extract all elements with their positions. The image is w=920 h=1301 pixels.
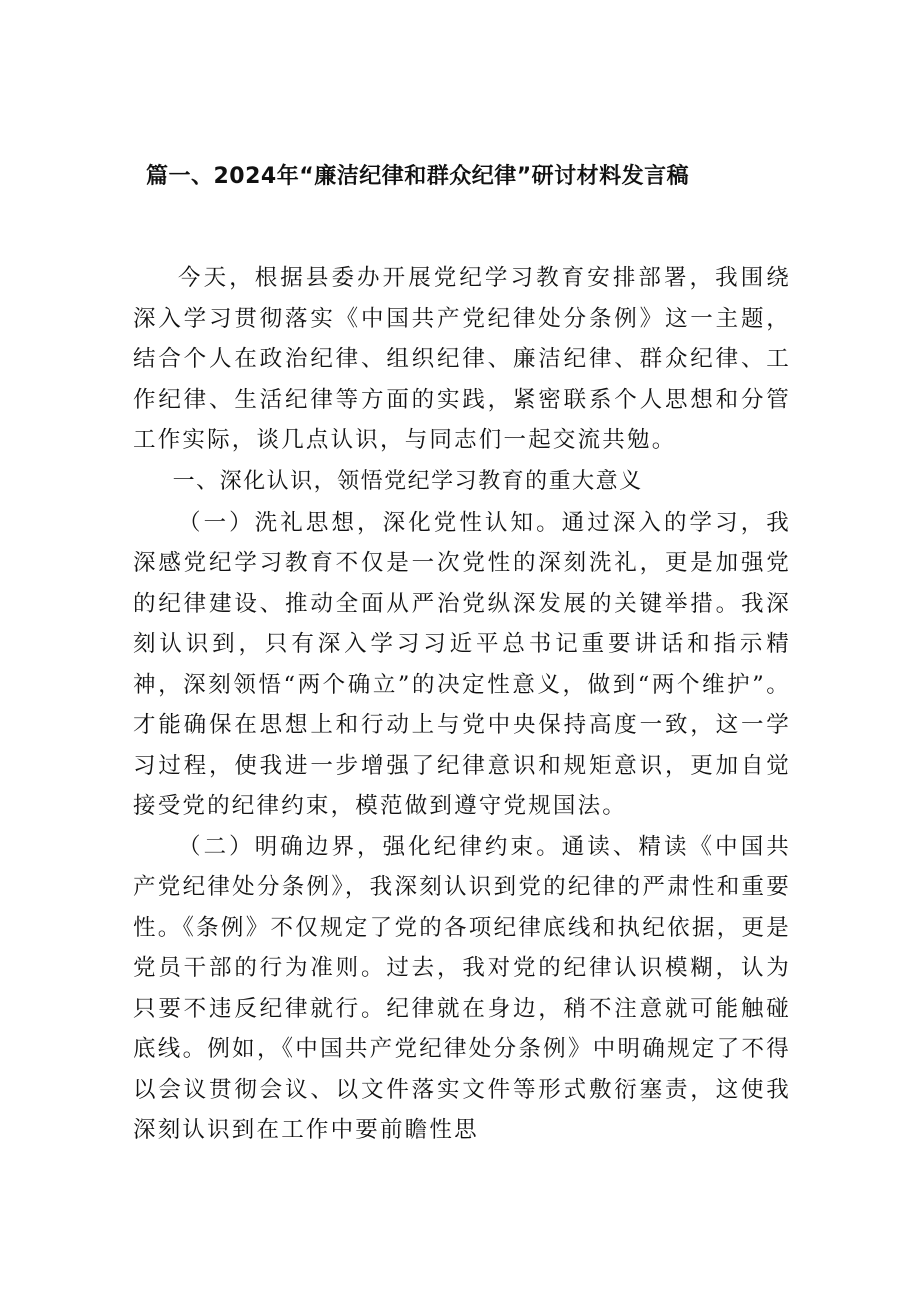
body-paragraph: （一）洗礼思想，深化党性认知。通过深入的学习，我深感党纪学习教育不仅是一次党性的深刻洗礼，更是加强党的纪律建设、推动全面从严治党纵深发展的关键举措。我深刻认识到，只有深入学习习近平总书记重要讲话和指示精神，深刻领悟“两个确立”的决定性意义，做到“两个维护”。才能确保在思想上和行动上与党中央保持高度一致，这一学习过程，使我进一步增强了纪律意识和规矩意识，更加自觉接受党的纪律约束，模范做到遵守党规国法。: [133, 509, 791, 819]
section-heading: 一、深化认识，领悟党纪学习教育的重大意义: [172, 468, 643, 494]
intro-paragraph: 今天，根据县委办开展党纪学习教育安排部署，我围绕深入学习贯彻落实《中国共产党纪律处分条例》这一主题，结合个人在政治纪律、组织纪律、廉洁纪律、群众纪律、工作纪律、生活纪律等方面的实践，紧密联系个人思想和分管工作实际，谈几点认识，与同志们一起交流共勉。: [133, 265, 791, 453]
document-body: [133, 258, 791, 1151]
document-title: 篇一、2024年“廉洁纪律和群众纪律”研讨材料发言稿: [146, 164, 690, 189]
body-paragraph: （二）明确边界，强化纪律约束。通读、精读《中国共产党纪律处分条例》，我深刻认识到党的纪律的严肃性和重要性。《条例》不仅规定了党的各项纪律底线和执纪依据，更是党员干部的行为准则。过去，我对党的纪律认识模糊，认为只要不违反纪律就行。纪律就在身边，稍不注意就可能触碰底线。例如，《中国共产党纪律处分条例》中明确规定了不得以会议贯彻会议、以文件落实文件等形式敷衍塞责，这使我深刻认识到在工作中要前瞻性思: [133, 833, 791, 1143]
